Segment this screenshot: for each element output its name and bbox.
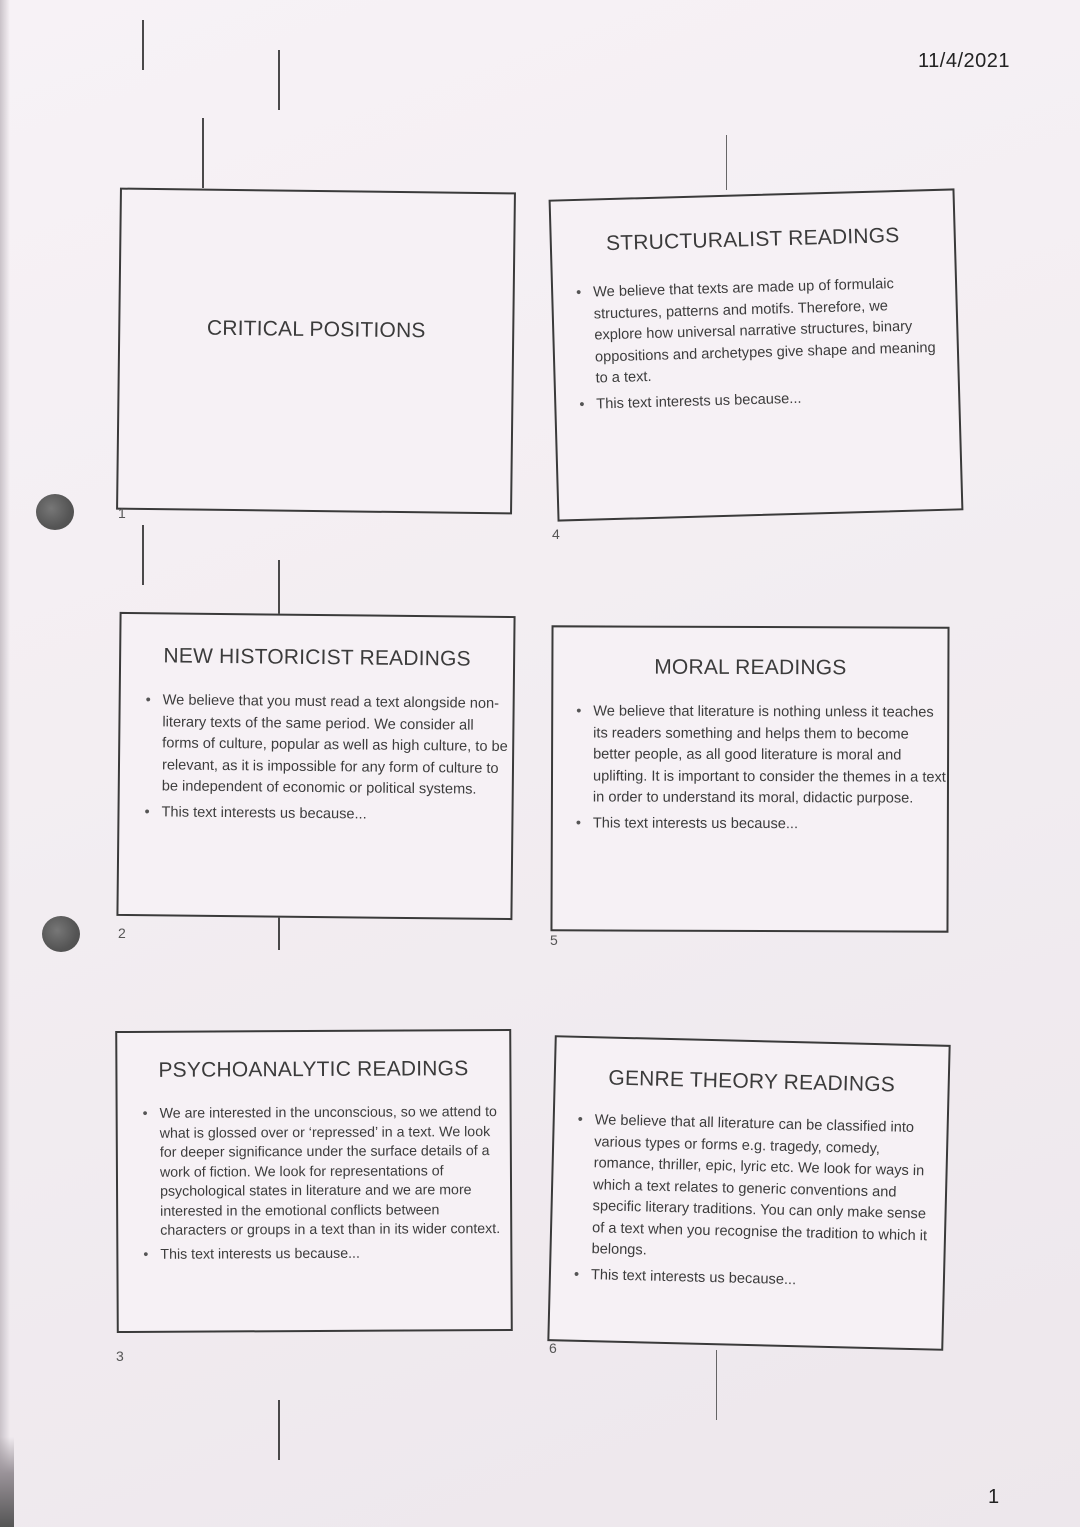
scan-streak	[278, 1400, 280, 1460]
punch-hole-top	[36, 494, 74, 530]
bullet-point: • We believe that all literature can be classified into various types or forms e.g. tragedy, comedy, romance, thriller, epic, lyric etc. We look for ways in which a text relates to generic conventions and specific literary traditions. You can only make sense of a text when you recognise the tradition to which it belongs.	[591, 1110, 941, 1269]
bullet-point: • We believe that texts are made up of formulaic structures, patterns and motifs. Therefore, we explore how universal narrative structures, binary oppositions and archetypes give shape and meaning to a text.	[593, 273, 942, 390]
bullet-point: • We believe that literature is nothing unless it teaches its readers something and helps them to become better people, as all good literature is moral and uplifting. It is important to consider the themes in a text in order to understand its moral, didactic purpose.	[593, 701, 949, 810]
slide-number: 4	[552, 526, 560, 542]
handout-date: 11/4/2021	[918, 50, 1010, 72]
slide-title: GENRE THEORY READINGS	[608, 1066, 896, 1097]
scan-streak	[142, 525, 144, 585]
page-number: 1	[988, 1486, 1000, 1508]
scan-streak	[726, 135, 727, 190]
slide-bullets	[141, 690, 512, 831]
slide-number: 6	[549, 1340, 557, 1356]
slide-bullets	[571, 1110, 941, 1299]
bullet-point: • This text interests us because...	[591, 1265, 937, 1295]
bullet-point: • We are interested in the unconscious, so we attend to what is glossed over or ‘repressed’ in a text. We look for deeper significance under the surface details of a work of fiction. We look for representations of psychological states in literature and we are more interested in the emotional conflicts between characters or groups in a text than in its wider context.	[160, 1103, 507, 1241]
scan-streak	[202, 118, 204, 188]
slide-title: CRITICAL POSITIONS	[206, 316, 426, 343]
punch-hole-bottom	[42, 916, 80, 952]
slide-title: STRUCTURALIST READINGS	[605, 223, 900, 256]
slide-number: 2	[118, 925, 126, 941]
slide-critical-positions	[116, 188, 516, 515]
slide-title: NEW HISTORICIST READINGS	[163, 644, 471, 671]
bullet-point: • This text interests us because...	[596, 384, 942, 415]
slide-number: 5	[550, 932, 558, 948]
slide-new-historicist-readings	[116, 612, 515, 920]
slide-bullets	[573, 273, 943, 420]
bullet-point: • We believe that you must read a text alongside non-literary texts of the same period. We consider all forms of culture, popular as well as high culture, to be relevant, as it is impossible for any form of culture to be independent of economic or political systems.	[162, 690, 513, 801]
page-corner-shadow	[0, 1437, 14, 1527]
slide-bullets	[140, 1103, 507, 1269]
slide-genre-theory-readings	[547, 1035, 950, 1351]
slide-moral-readings	[550, 625, 949, 932]
scan-streak	[278, 50, 280, 110]
page-edge-shadow	[0, 0, 10, 1527]
bullet-point: • This text interests us because...	[593, 813, 949, 836]
slide-title: MORAL READINGS	[654, 655, 847, 680]
slide-number: 1	[118, 505, 126, 521]
slide-psychoanalytic-readings	[115, 1029, 513, 1333]
slide-structuralist-readings	[549, 188, 964, 521]
slide-bullets	[573, 701, 949, 839]
bullet-point: • This text interests us because...	[161, 802, 511, 827]
slide-number: 3	[116, 1348, 124, 1364]
scan-streak	[716, 1350, 717, 1420]
slide-title: PSYCHOANALYTIC READINGS	[158, 1057, 469, 1082]
scan-streak	[142, 20, 144, 70]
bullet-point: • This text interests us because...	[160, 1243, 506, 1264]
